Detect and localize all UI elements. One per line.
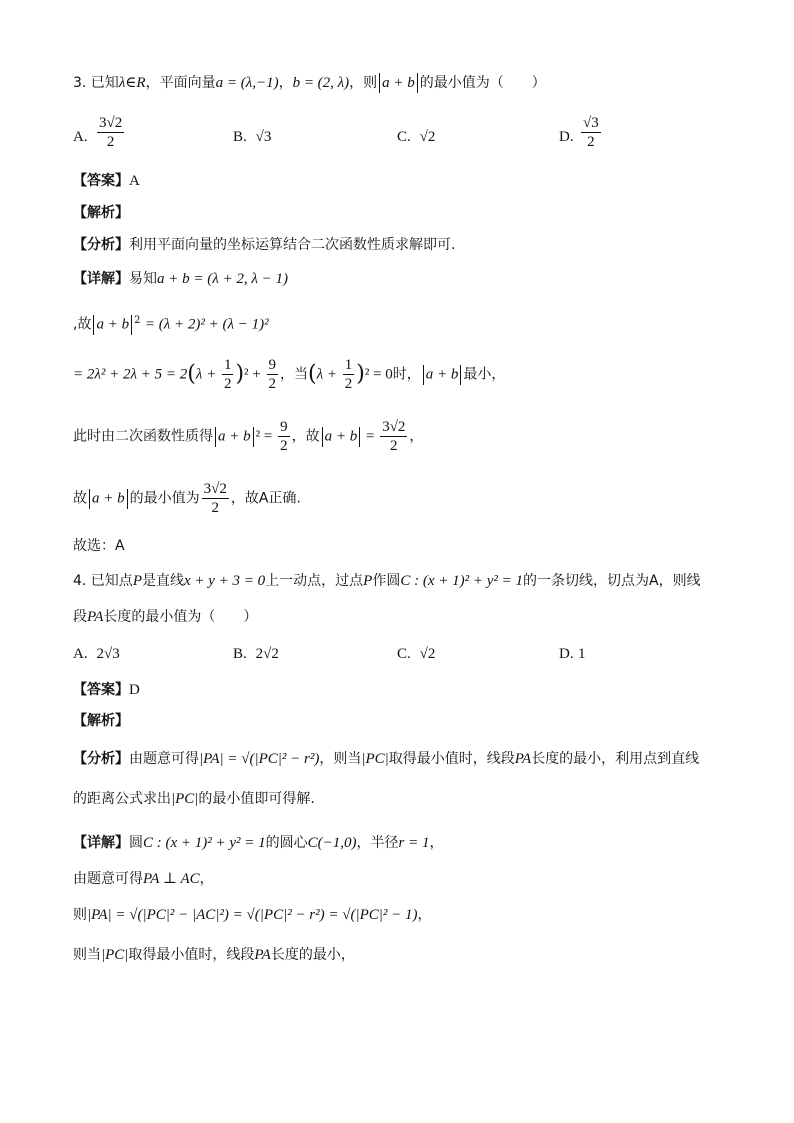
step-text: 时，: [392, 366, 421, 383]
q4-stem-text: 长度的最小值为（ ）: [103, 609, 258, 625]
q3-stem-text: 的最小值为（ ）: [419, 75, 546, 91]
step-math: = 2λ² + 2λ + 5 = 2: [73, 366, 188, 383]
fenxi-math: PA: [514, 751, 532, 767]
frac-num: 3√2: [203, 481, 227, 497]
step-text: ，故: [291, 428, 320, 445]
sum-expr: a + b: [425, 366, 459, 383]
q3-option-c: [397, 126, 435, 148]
choose-text: 故选：A: [73, 538, 125, 554]
q4-stem-text: 的一条切线，切点为A，则线: [523, 573, 701, 589]
option-value: √3: [255, 129, 272, 145]
q3-stem-text: 3. 已知: [73, 75, 119, 91]
frac-den: 2: [106, 134, 115, 150]
q4-answer: [73, 679, 140, 701]
frac-num: 1: [344, 357, 353, 373]
q4-step1: [73, 868, 214, 890]
q4-jiexi: [73, 710, 129, 732]
xiangjie-math: C : (x + 1)² + y² = 1: [143, 835, 266, 851]
q3-stem-text: ，: [278, 75, 293, 91]
fenxi-text: 取得最小值时，线段: [388, 751, 515, 767]
sum-expr: a + b: [96, 316, 130, 333]
step-text: 则当: [73, 947, 101, 963]
step-text: ，故A正确.: [230, 490, 301, 507]
step-math: = (λ + 2)² + (λ − 1)²: [144, 316, 269, 333]
sum-expr: a + b: [92, 490, 125, 507]
q3-fenxi: [73, 234, 455, 256]
q4-option-b: [233, 643, 279, 665]
option-value: √2: [419, 129, 436, 145]
option-label: D.: [559, 129, 574, 145]
xiangjie-text: ，半径: [356, 835, 399, 851]
q3-stem: [73, 72, 546, 94]
frac-den: 2: [280, 438, 288, 454]
q3-step3: [73, 418, 423, 455]
q4-fenxi-line2: [73, 788, 315, 810]
step-math: ² = 0: [364, 366, 393, 383]
frac: [278, 418, 290, 455]
answer-value: D: [129, 682, 140, 698]
q3-xiangjie: [73, 268, 288, 290]
fenxi-tag: 【分析】: [73, 751, 129, 767]
step-text: 取得最小值时，线段: [128, 947, 255, 963]
fenxi-math: |PC|: [361, 751, 389, 767]
step-text: 则: [73, 907, 87, 923]
q4-circle-eq: C : (x + 1)² + y² = 1: [400, 573, 524, 589]
frac-den: 2: [344, 376, 353, 392]
step-text: ，当: [280, 366, 309, 383]
q4-step3: [73, 944, 355, 966]
step-text: ,故: [73, 316, 92, 333]
q4-stem-text: 上一动点，过点: [265, 573, 364, 589]
frac-num: 9: [268, 357, 277, 373]
q3-option-d: [559, 126, 574, 148]
step-text: 由题意可得: [73, 871, 143, 887]
jiexi-tag: 【解析】: [73, 713, 129, 729]
paren: ): [235, 361, 245, 387]
q3-vector-b: b = (2, λ): [292, 75, 350, 91]
q3-option-a-frac: [97, 114, 124, 151]
paren: (: [187, 361, 196, 387]
abs-bar: [215, 427, 216, 447]
fenxi-text: 长度的最小，利用点到直线: [531, 751, 700, 767]
q3-step2: [73, 356, 505, 393]
fenxi-text: 利用平面向量的坐标运算结合二次函数性质求解即可.: [129, 237, 456, 253]
q3-stem-math: λ∈R: [118, 75, 146, 91]
step-text: 长度的最小，: [270, 947, 355, 963]
abs-bar: [322, 427, 323, 447]
q3-step4: [73, 480, 301, 517]
xiangjie-math: r = 1: [398, 835, 430, 851]
q3-option-a: [73, 126, 88, 148]
q3-option-b: [233, 126, 271, 148]
q3-option-d-frac: [581, 114, 601, 151]
option-label: A.: [73, 129, 88, 145]
fenxi-text: 的最小值即可得解.: [198, 791, 315, 807]
frac-num: 3√2: [382, 419, 406, 435]
frac-den: 2: [587, 134, 595, 150]
step-text: ，: [199, 871, 214, 887]
option-label: D.: [559, 646, 574, 662]
xiangjie-tag: 【详解】: [73, 835, 129, 851]
answer-value: A: [129, 173, 140, 189]
step-math: ² =: [255, 428, 277, 445]
option-label: B.: [233, 646, 247, 662]
step-math: ² +: [244, 366, 265, 383]
xiangjie-math: a + b = (λ + 2, λ − 1): [157, 271, 288, 287]
q4-options: [73, 643, 713, 665]
fenxi-text: ，则当: [319, 751, 362, 767]
step-text: 最小，: [463, 366, 506, 383]
xiangjie-text: 的圆心: [265, 835, 308, 851]
step-text: 此时由二次函数性质得: [73, 428, 213, 445]
abs-bar: [127, 489, 128, 509]
frac-num: √3: [583, 115, 599, 131]
option-value: 2√3: [96, 646, 120, 662]
frac: [343, 356, 355, 393]
q4-option-d: [559, 643, 586, 665]
frac: [267, 356, 279, 393]
q3-sum-expr: a + b: [382, 75, 415, 91]
frac-num: 1: [223, 357, 232, 373]
frac: [222, 356, 234, 393]
option-label: C.: [397, 129, 411, 145]
frac-num: 3√2: [99, 115, 123, 131]
xiangjie-text: 圆: [129, 835, 143, 851]
fenxi-tag: 【分析】: [73, 237, 129, 253]
xiangjie-tag: 【详解】: [73, 271, 129, 287]
q4-step2: [73, 904, 432, 926]
step-math: PA: [254, 947, 271, 963]
xiangjie-text: ，: [429, 835, 444, 851]
q3-options: [73, 116, 713, 156]
abs-bar: [131, 315, 132, 335]
paren: ): [356, 361, 365, 387]
fenxi-text: 的距离公式求出: [73, 791, 171, 807]
step-math: PA ⊥ AC: [143, 871, 200, 887]
option-value: 2√2: [255, 646, 279, 662]
q3-jiexi: [73, 202, 129, 224]
sum-expr: a + b: [218, 428, 251, 445]
frac-num: 9: [280, 419, 288, 435]
q4-stem-text: 作圆: [372, 573, 401, 589]
q4-stem-math: PA: [87, 609, 104, 625]
abs-bar: [93, 315, 94, 335]
step-math: =: [362, 428, 379, 445]
sum-expr: a + b: [324, 428, 358, 445]
abs-bar: [423, 365, 424, 385]
q4-fenxi: [73, 748, 699, 770]
frac: [202, 480, 229, 517]
step-math: λ +: [316, 366, 341, 383]
jiexi-tag: 【解析】: [73, 205, 129, 221]
option-label: B.: [233, 129, 247, 145]
fenxi-math: |PA| = √(|PC|² − r²): [199, 751, 320, 767]
q4-option-c: [397, 643, 435, 665]
step-text: 故: [73, 490, 87, 507]
step-text: ，: [409, 428, 424, 445]
option-label: C.: [397, 646, 411, 662]
q3-stem-text: ，平面向量: [145, 75, 216, 91]
q3-choose: [73, 535, 125, 557]
q4-stem-math: P: [132, 573, 142, 589]
step-text: 的最小值为: [129, 490, 200, 507]
step-math: |PC|: [101, 947, 129, 963]
fenxi-math: |PC|: [171, 791, 199, 807]
abs-bar: [89, 489, 90, 509]
q4-stem: [73, 570, 701, 592]
q4-option-a: [73, 643, 120, 665]
q4-stem-math: P: [363, 573, 373, 589]
step-text: ，: [417, 907, 432, 923]
q3-vector-a: a = (λ,−1): [215, 75, 279, 91]
option-value: 1: [578, 646, 586, 662]
q3-stem-text: ，则: [349, 75, 378, 91]
abs-bar: [460, 365, 461, 385]
xiangjie-math: C(−1,0): [307, 835, 357, 851]
frac-den: 2: [211, 500, 219, 516]
paren: (: [308, 361, 317, 387]
frac-den: 2: [223, 376, 232, 392]
q3-answer: [73, 170, 140, 192]
answer-tag: 【答案】: [73, 682, 129, 698]
abs-bar: [359, 427, 360, 447]
q4-stem-line2: [73, 606, 257, 628]
frac: [380, 418, 407, 455]
q4-stem-text: 段: [73, 609, 87, 625]
step-math: λ +: [195, 366, 220, 383]
abs-bar: [417, 73, 418, 93]
option-label: A.: [73, 646, 88, 662]
abs-bar: [379, 73, 380, 93]
q4-stem-text: 是直线: [141, 573, 184, 589]
frac-den: 2: [390, 438, 398, 454]
q4-line-eq: x + y + 3 = 0: [183, 573, 266, 589]
xiangjie-text: 易知: [129, 271, 157, 287]
frac-den: 2: [268, 376, 277, 392]
answer-tag: 【答案】: [73, 173, 129, 189]
q3-step1: ,故 a + b $^2$ = (λ + 2)² + (λ − 1)²: [73, 315, 269, 333]
step-math: |PA| = √(|PC|² − |AC|²) = √(|PC|² − r²) = √(|PC|² − 1): [87, 907, 418, 923]
fenxi-text: 由题意可得: [129, 751, 199, 767]
q4-xiangjie: [73, 832, 444, 854]
abs-bar: [253, 427, 254, 447]
option-value: √2: [419, 646, 436, 662]
q4-stem-text: 4. 已知点: [73, 573, 133, 589]
